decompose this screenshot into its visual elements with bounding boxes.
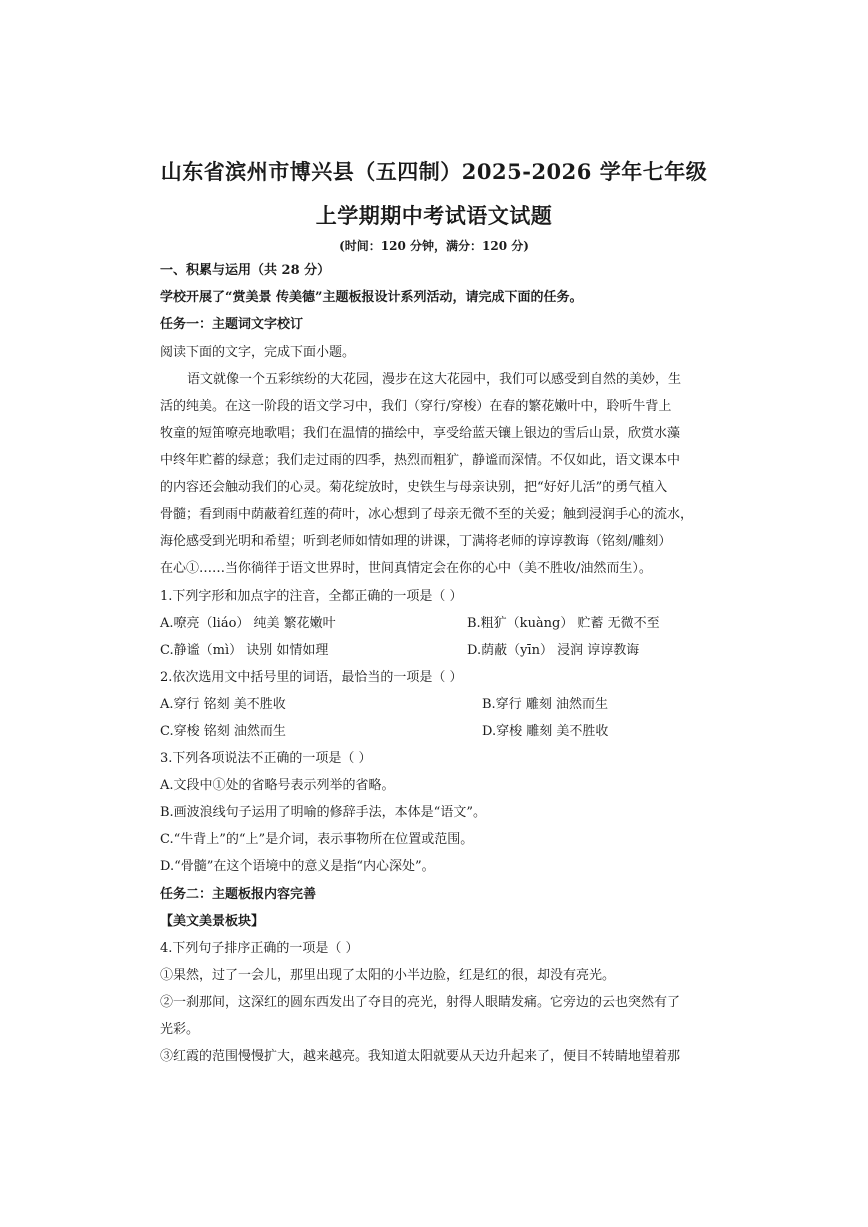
passage-line: 在心①……当你徜徉于语文世界时，世间真情定会在你的心中（美不胜收/油然而生）。 [160, 561, 652, 576]
reading-instruction: 阅读下面的文字，完成下面小题。 [160, 345, 356, 360]
task1-heading: 任务一：主题词文字校订 [160, 317, 304, 332]
exam-title-line2: 上学期期中考试语文试题 [315, 203, 553, 228]
passage-line: 语文就像一个五彩缤纷的大花园，漫步在这大花园中，我们可以感受到自然的美妙，生 [187, 372, 682, 387]
passage-line: 牧童的短笛嘹亮地歌唱；我们在温情的描绘中，享受给蓝天镶上银边的雪后山景，欣赏水藻 [160, 426, 681, 441]
passage-line: 活的纯美。在这一阶段的语文学习中，我们（穿行/穿梭）在春的繁花嫩叶中，聆听牛背上 [160, 399, 672, 414]
passage-line: 骨髓；看到雨中荫蔽着红莲的荷叶，冰心想到了母亲无微不至的关爱；触到浸润手心的流水， [160, 507, 694, 522]
q2-option-b: B.穿行 雕刻 油然而生 [482, 697, 608, 712]
activity-intro: 学校开展了“赏美景 传美德”主题板报设计系列活动，请完成下面的任务。 [160, 290, 583, 305]
q4-sentence-2: ②一刹那间，这深红的圆东西发出了夺目的亮光，射得人眼睛发痛。它旁边的云也突然有了 [160, 995, 681, 1010]
q4-sentence-1: ①果然，过了一会儿，那里出现了太阳的小半边脸，红是红的很，却没有亮光。 [160, 968, 616, 983]
passage-line: 海伦感受到光明和希望；听到老师如情如理的讲课，丁满将老师的谆谆教诲（铭刻/雕刻） [160, 534, 672, 549]
task2-heading: 任务二：主题板报内容完善 [160, 887, 317, 902]
q3-option-c: C.“牛背上”的“上”是介词，表示事物所在位置或范围。 [160, 832, 474, 847]
q4-sentence-2-cont: 光彩。 [160, 1022, 200, 1037]
q2-option-a: A.穿行 铭刻 美不胜收 [160, 697, 286, 712]
question-4-stem: 4.下列句子排序正确的一项是（ ） [160, 941, 359, 956]
q3-option-d: D.“骨髓”在这个语境中的意义是指“内心深处”。 [160, 859, 435, 874]
passage-line: 中终年贮蓄的绿意；我们走过雨的四季，热烈而粗犷，静谧而深情。不仅如此，语文课本中 [160, 453, 681, 468]
q1-option-d: D.荫蔽（yīn） 浸润 谆谆教诲 [467, 643, 640, 658]
q4-sentence-3: ③红霞的范围慢慢扩大，越来越亮。我知道太阳就要从天边升起来了，便目不转睛地望着那 [160, 1049, 681, 1064]
passage-line: 的内容还会触动我们的心灵。菊花绽放时，史铁生与母亲诀别，把“好好儿活”的勇气植入 [160, 480, 668, 495]
question-1-stem: 1.下列字形和加点字的注音，全都正确的一项是（ ） [160, 589, 463, 604]
question-3-stem: 3.下列各项说法不正确的一项是（ ） [160, 751, 372, 766]
exam-time-score: (时间：120 分钟，满分：120 分) [339, 239, 529, 253]
q1-option-c: C.静谧（mì） 诀别 如情如理 [160, 643, 329, 658]
q1-option-b: B.粗犷（kuàng） 贮蓄 无微不至 [467, 616, 660, 631]
q1-option-a: A.嘹亮（liáo） 纯美 繁花嫩叶 [160, 616, 336, 631]
q2-option-c: C.穿梭 铭刻 油然而生 [160, 724, 286, 739]
q3-option-a: A.文段中①处的省略号表示列举的省略。 [160, 778, 395, 793]
block-heading: 【美文美景板块】 [160, 914, 265, 929]
q2-option-d: D.穿梭 雕刻 美不胜收 [482, 724, 609, 739]
exam-title-line1: 山东省滨州市博兴县（五四制）2025-2026 学年七年级 [160, 159, 708, 184]
q3-option-b: B.画波浪线句子运用了明喻的修辞手法，本体是“语文”。 [160, 805, 486, 820]
question-2-stem: 2.依次选用文中括号里的词语，最恰当的一项是（ ） [160, 670, 463, 685]
section-heading: 一、积累与运用（共 28 分） [160, 263, 331, 278]
